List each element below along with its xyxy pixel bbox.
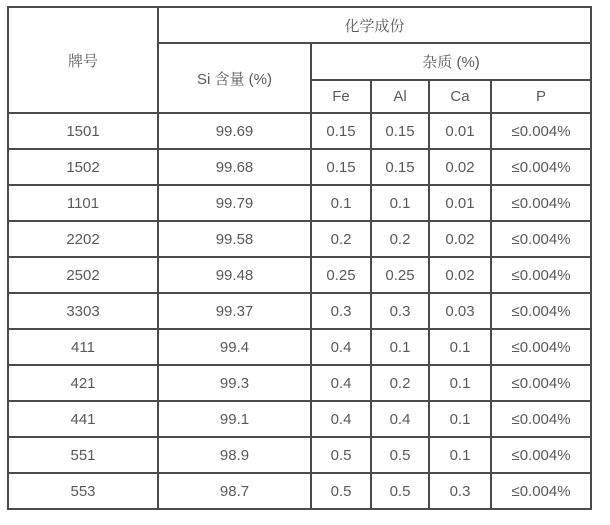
si-value-cell: 99.69 <box>158 113 311 149</box>
impurity-column-header-fe: Fe <box>311 80 371 113</box>
table-row <box>8 329 591 365</box>
al-value-cell: 0.2 <box>371 365 429 401</box>
al-value-cell: 0.5 <box>371 437 429 473</box>
si-value-cell: 99.48 <box>158 257 311 293</box>
si-value-cell: 99.4 <box>158 329 311 365</box>
impurity-column-header-al: Al <box>371 80 429 113</box>
ca-value-cell: 0.1 <box>429 329 491 365</box>
si-content-column-header: Si 含量 (%) <box>158 43 311 113</box>
ca-value-cell: 0.02 <box>429 221 491 257</box>
si-value-cell: 99.58 <box>158 221 311 257</box>
grade-cell: 2502 <box>8 257 158 293</box>
fe-value-cell: 0.5 <box>311 473 371 509</box>
p-value-cell: ≤0.004% <box>491 437 591 473</box>
table-row <box>8 257 591 293</box>
al-value-cell: 0.2 <box>371 221 429 257</box>
grade-cell: 553 <box>8 473 158 509</box>
al-value-cell: 0.15 <box>371 149 429 185</box>
fe-value-cell: 0.15 <box>311 113 371 149</box>
p-value-cell: ≤0.004% <box>491 149 591 185</box>
fe-value-cell: 0.15 <box>311 149 371 185</box>
ca-value-cell: 0.3 <box>429 473 491 509</box>
composition-table <box>7 6 592 510</box>
ca-value-cell: 0.1 <box>429 365 491 401</box>
fe-value-cell: 0.4 <box>311 329 371 365</box>
grade-cell: 1502 <box>8 149 158 185</box>
grade-cell: 411 <box>8 329 158 365</box>
p-value-cell: ≤0.004% <box>491 293 591 329</box>
table-body <box>8 113 591 509</box>
ca-value-cell: 0.01 <box>429 113 491 149</box>
al-value-cell: 0.25 <box>371 257 429 293</box>
fe-value-cell: 0.3 <box>311 293 371 329</box>
si-value-cell: 98.9 <box>158 437 311 473</box>
p-value-cell: ≤0.004% <box>491 329 591 365</box>
grade-cell: 441 <box>8 401 158 437</box>
fe-value-cell: 0.4 <box>311 401 371 437</box>
table-row <box>8 113 591 149</box>
si-value-cell: 99.37 <box>158 293 311 329</box>
al-value-cell: 0.5 <box>371 473 429 509</box>
grade-cell: 421 <box>8 365 158 401</box>
table-row <box>8 401 591 437</box>
si-value-cell: 99.1 <box>158 401 311 437</box>
ca-value-cell: 0.03 <box>429 293 491 329</box>
p-value-cell: ≤0.004% <box>491 257 591 293</box>
al-value-cell: 0.4 <box>371 401 429 437</box>
fe-value-cell: 0.4 <box>311 365 371 401</box>
ca-value-cell: 0.1 <box>429 401 491 437</box>
grade-cell: 551 <box>8 437 158 473</box>
fe-value-cell: 0.2 <box>311 221 371 257</box>
table-row <box>8 365 591 401</box>
si-value-cell: 99.3 <box>158 365 311 401</box>
fe-value-cell: 0.1 <box>311 185 371 221</box>
composition-table-container <box>7 6 592 510</box>
al-value-cell: 0.1 <box>371 185 429 221</box>
si-value-cell: 99.79 <box>158 185 311 221</box>
table-row <box>8 293 591 329</box>
si-value-cell: 98.7 <box>158 473 311 509</box>
table-row <box>8 149 591 185</box>
ca-value-cell: 0.02 <box>429 257 491 293</box>
al-value-cell: 0.15 <box>371 113 429 149</box>
grade-cell: 3303 <box>8 293 158 329</box>
ca-value-cell: 0.01 <box>429 185 491 221</box>
al-value-cell: 0.1 <box>371 329 429 365</box>
si-value-cell: 99.68 <box>158 149 311 185</box>
grade-cell: 1501 <box>8 113 158 149</box>
table-row <box>8 185 591 221</box>
impurity-group-header: 杂质 (%) <box>311 43 591 80</box>
p-value-cell: ≤0.004% <box>491 401 591 437</box>
table-row <box>8 437 591 473</box>
p-value-cell: ≤0.004% <box>491 365 591 401</box>
ca-value-cell: 0.02 <box>429 149 491 185</box>
impurity-column-header-p: P <box>491 80 591 113</box>
impurity-column-header-ca: Ca <box>429 80 491 113</box>
grade-column-header: 牌号 <box>8 7 158 113</box>
composition-group-header: 化学成份 <box>158 7 591 43</box>
p-value-cell: ≤0.004% <box>491 221 591 257</box>
grade-cell: 1101 <box>8 185 158 221</box>
table-row <box>8 221 591 257</box>
p-value-cell: ≤0.004% <box>491 473 591 509</box>
ca-value-cell: 0.1 <box>429 437 491 473</box>
grade-cell: 2202 <box>8 221 158 257</box>
fe-value-cell: 0.25 <box>311 257 371 293</box>
p-value-cell: ≤0.004% <box>491 113 591 149</box>
table-row <box>8 473 591 509</box>
al-value-cell: 0.3 <box>371 293 429 329</box>
p-value-cell: ≤0.004% <box>491 185 591 221</box>
fe-value-cell: 0.5 <box>311 437 371 473</box>
